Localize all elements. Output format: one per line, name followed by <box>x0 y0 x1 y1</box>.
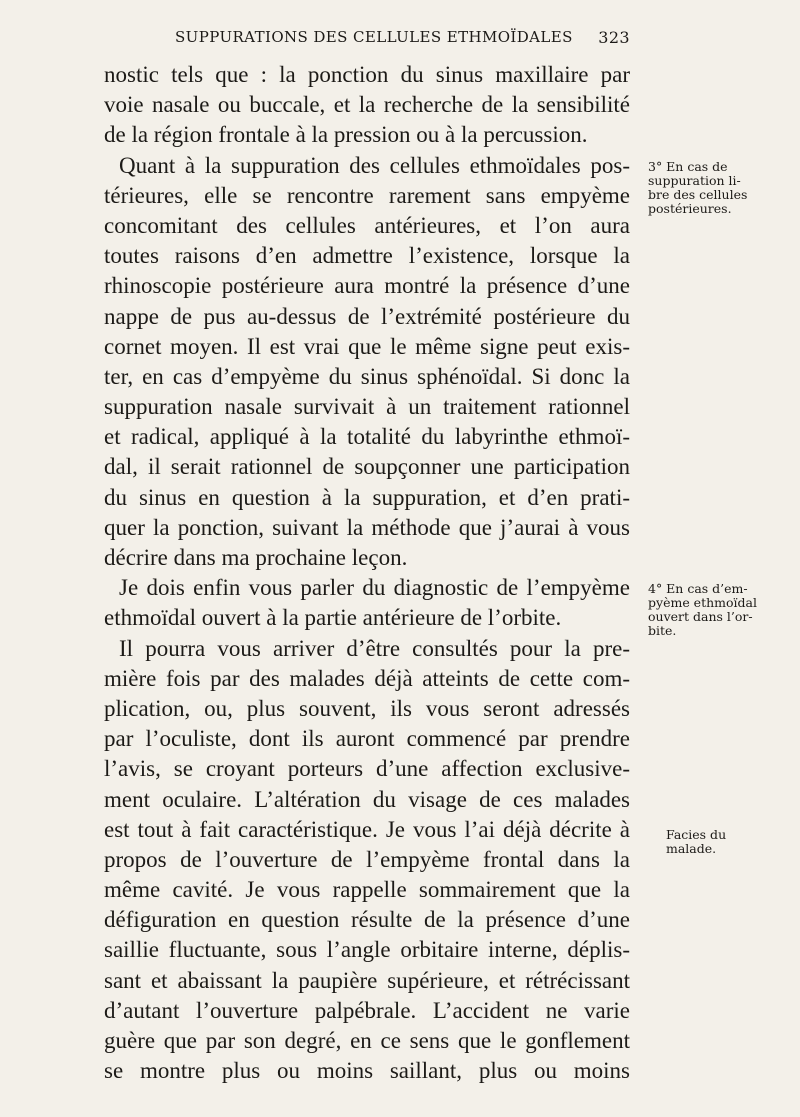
text-line: et radical, appliqué à la totalité du labyrinthe ethmoï- <box>104 424 630 450</box>
text-line: ethmoïdal ouvert à la partie antérieure de l’orbite. <box>104 605 562 631</box>
margin-note-line: postérieures. <box>648 201 732 216</box>
text-line: du sinus en question à la suppuration, et d’en prati- <box>104 484 630 510</box>
text-line: nappe de pus au-dessus de l’extrémité postérieure du <box>104 303 630 329</box>
margin-note-line: ouvert dans l’or- <box>648 609 753 624</box>
text-line: rhinoscopie postérieure aura montré la présence d’une <box>104 273 630 299</box>
text-line: saillie fluctuante, sous l’angle orbitaire interne, déplis- <box>104 937 630 963</box>
margin-note-line: 3° En cas de <box>648 159 728 174</box>
text-line: Je dois enfin vous parler du diagnostic de l’empyème <box>119 575 630 601</box>
text-line: par l’oculiste, dont ils auront commencé par prendre <box>104 726 630 752</box>
text-line: ment oculaire. L’altération du visage de ces malades <box>104 786 630 812</box>
text-line: mière fois par des malades déjà atteints de cette com- <box>104 665 630 691</box>
margin-note-line: pyème ethmoïdal <box>648 595 757 610</box>
margin-note-line: 4° En cas d’em- <box>648 581 748 596</box>
text-line: dal, il serait rationnel de soupçonner une participation <box>104 454 630 480</box>
margin-note-line: bre des cellules <box>648 187 748 202</box>
text-line: sant et abaissant la paupière supérieure, et rétrécissant <box>104 967 630 993</box>
text-line: quer la ponction, suivant la méthode que j’aurai à vous <box>104 514 630 540</box>
margin-note-line: suppuration li- <box>648 173 741 188</box>
text-line: suppuration nasale survivait à un traitement rationnel <box>104 394 630 420</box>
margin-note-facies <box>666 828 782 856</box>
text-line: concomitant des cellules antérieures, et l’on aura <box>104 212 630 238</box>
text-line: toutes raisons d’en admettre l’existence, lorsque la <box>104 243 630 269</box>
text-line: l’avis, se croyant porteurs d’une affection exclusive- <box>104 756 630 782</box>
margin-note-line: bite. <box>648 623 677 638</box>
margin-note-line: malade. <box>666 841 717 856</box>
text-line: cornet moyen. Il est vrai que le même signe peut exis- <box>104 333 630 359</box>
text-line: d’autant l’ouverture palpébrale. L’accident ne varie <box>104 997 630 1023</box>
text-line: défiguration en question résulte de la présence d’une <box>104 907 630 933</box>
text-line: voie nasale ou buccale, et la recherche de la sensibilité <box>104 92 630 118</box>
text-line: se montre plus ou moins saillant, plus ou moins <box>104 1058 630 1084</box>
text-line: propos de l’ouverture de l’empyème frontal dans la <box>104 846 630 872</box>
text-line: plication, ou, plus souvent, ils vous seront adressés <box>104 695 630 721</box>
text-line: Il pourra vous arriver d’être consultés pour la pre- <box>119 635 630 661</box>
text-line: térieures, elle se rencontre rarement sans empyème <box>104 182 630 208</box>
text-line: ter, en cas d’empyème du sinus sphénoïdal. Si donc la <box>104 363 630 389</box>
text-line: nostic tels que : la ponction du sinus maxillaire par <box>104 62 630 87</box>
header-title: SUPPURATIONS DES CELLULES ETHMOÏDALES <box>175 28 573 46</box>
text-line: est tout à fait caractéristique. Je vous l’ai déjà décrite à <box>104 816 630 842</box>
text-line: même cavité. Je vous rappelle sommairement que la <box>104 877 630 903</box>
text-line: de la région frontale à la pression ou à la percussion. <box>104 122 588 148</box>
margin-note-line: Facies du <box>666 827 727 842</box>
running-header <box>175 28 630 52</box>
page-number: 323 <box>598 28 630 47</box>
text-line: Quant à la suppuration des cellules ethmoïdales pos- <box>119 152 630 178</box>
main-text-block <box>104 60 630 1086</box>
text-line: guère que par son degré, en ce sens que le gonflement <box>104 1028 630 1053</box>
text-line: décrire dans ma prochaine leçon. <box>104 545 408 570</box>
margin-note-posterior-cells <box>648 160 764 216</box>
margin-note-ethmoidal-orbit <box>648 582 764 638</box>
